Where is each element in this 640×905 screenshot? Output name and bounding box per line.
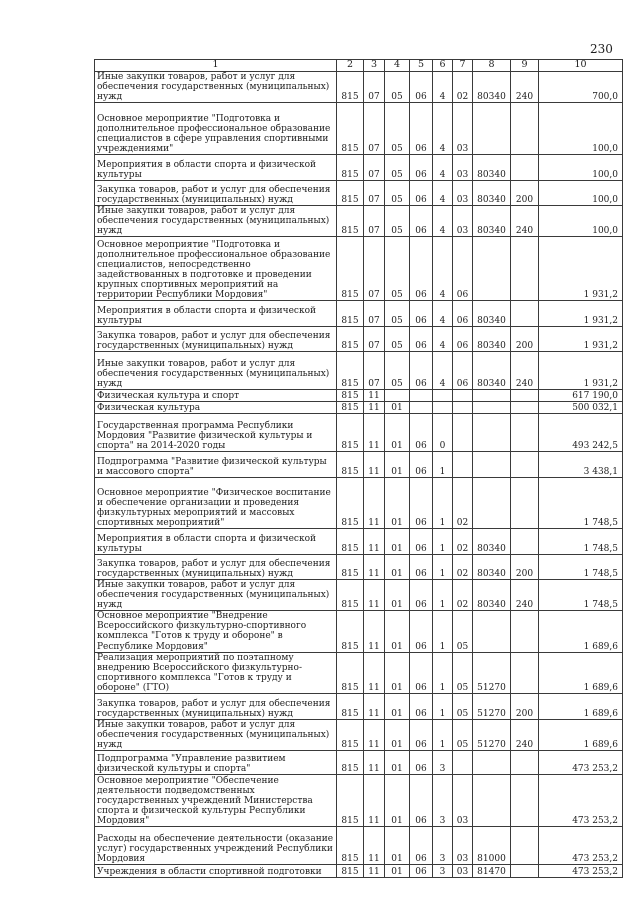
row-code-cell: 240 <box>511 719 539 750</box>
row-code-cell: 80340 <box>473 180 511 205</box>
row-code-cell: 3 <box>433 865 453 878</box>
row-code-cell: 1 <box>433 580 453 611</box>
row-code-cell: 06 <box>410 414 433 452</box>
row-code-cell: 80340 <box>473 580 511 611</box>
row-description: Основное мероприятие "Подготовка и дополнительное профессиональное образование специалистов, непосредственно задействованных в подготовке и проведении крупных спортивных мероприятий на территории Республики Мордовия" <box>95 237 337 301</box>
row-code-cell <box>511 652 539 693</box>
budget-table <box>94 59 623 878</box>
row-code-cell: 80340 <box>473 555 511 580</box>
row-code-cell: 4 <box>433 205 453 236</box>
table-row <box>95 71 623 102</box>
row-code-cell: 01 <box>385 414 410 452</box>
row-code-cell: 03 <box>453 827 473 865</box>
row-code-cell: 815 <box>337 390 364 402</box>
row-code-cell: 11 <box>364 402 385 414</box>
row-code-cell: 11 <box>364 693 385 719</box>
column-header: 10 <box>539 60 623 72</box>
row-amount: 100,0 <box>539 180 623 205</box>
row-code-cell: 11 <box>364 478 385 529</box>
row-code-cell: 81000 <box>473 827 511 865</box>
row-code-cell: 01 <box>385 865 410 878</box>
row-code-cell: 815 <box>337 154 364 180</box>
row-code-cell: 03 <box>453 865 473 878</box>
row-description: Учреждения в области спортивной подготовки <box>95 865 337 878</box>
row-code-cell: 815 <box>337 205 364 236</box>
row-code-cell: 06 <box>453 237 473 301</box>
row-code-cell: 1 <box>433 478 453 529</box>
table-row <box>95 301 623 327</box>
row-code-cell: 11 <box>364 390 385 402</box>
row-code-cell: 3 <box>433 751 453 775</box>
row-code-cell: 02 <box>453 71 473 102</box>
row-description: Мероприятия в области спорта и физической культуры <box>95 154 337 180</box>
row-amount: 473 253,2 <box>539 865 623 878</box>
row-amount: 1 931,2 <box>539 237 623 301</box>
table-row <box>95 580 623 611</box>
row-code-cell: 05 <box>453 652 473 693</box>
row-code-cell <box>473 751 511 775</box>
table-row <box>95 827 623 865</box>
row-code-cell: 240 <box>511 352 539 390</box>
column-header: 2 <box>337 60 364 72</box>
row-amount: 1 748,5 <box>539 580 623 611</box>
table-row <box>95 402 623 414</box>
row-code-cell <box>511 865 539 878</box>
row-description: Основное мероприятие "Обеспечение деятельности подведомственных государственных учреждений Министерства спорта и физической культуры Республики Мордовия" <box>95 775 337 827</box>
row-code-cell: 11 <box>364 611 385 652</box>
row-description: Иные закупки товаров, работ и услуг для обеспечения государственных (муниципальных) нужд <box>95 352 337 390</box>
row-code-cell: 815 <box>337 580 364 611</box>
row-code-cell: 06 <box>410 611 433 652</box>
row-description: Основное мероприятие "Физическое воспитание и обеспечение организации и проведения физкультурных мероприятий и массовых спортивных мероприятий" <box>95 478 337 529</box>
row-code-cell: 01 <box>385 751 410 775</box>
row-code-cell: 03 <box>453 154 473 180</box>
row-code-cell: 06 <box>410 693 433 719</box>
column-header: 5 <box>410 60 433 72</box>
row-code-cell: 3 <box>433 775 453 827</box>
row-code-cell: 51270 <box>473 693 511 719</box>
row-code-cell: 1 <box>433 652 453 693</box>
row-description: Иные закупки товаров, работ и услуг для обеспечения государственных (муниципальных) нужд <box>95 580 337 611</box>
row-code-cell: 03 <box>453 102 473 154</box>
row-description: Мероприятия в области спорта и физической культуры <box>95 301 337 327</box>
row-code-cell: 01 <box>385 611 410 652</box>
row-code-cell: 06 <box>410 719 433 750</box>
column-header: 8 <box>473 60 511 72</box>
table-row <box>95 478 623 529</box>
row-code-cell: 01 <box>385 402 410 414</box>
table-row <box>95 452 623 478</box>
table-row <box>95 751 623 775</box>
table-row <box>95 414 623 452</box>
row-code-cell: 815 <box>337 414 364 452</box>
row-code-cell: 815 <box>337 352 364 390</box>
row-code-cell: 01 <box>385 652 410 693</box>
table-row <box>95 390 623 402</box>
row-code-cell: 06 <box>453 327 473 352</box>
row-code-cell: 02 <box>453 478 473 529</box>
row-code-cell <box>410 390 433 402</box>
row-amount: 1 689,6 <box>539 652 623 693</box>
row-code-cell: 4 <box>433 301 453 327</box>
row-code-cell: 240 <box>511 580 539 611</box>
row-amount: 3 438,1 <box>539 452 623 478</box>
row-code-cell <box>511 478 539 529</box>
row-code-cell: 01 <box>385 555 410 580</box>
row-code-cell: 11 <box>364 865 385 878</box>
row-code-cell: 80340 <box>473 529 511 555</box>
row-code-cell: 815 <box>337 327 364 352</box>
row-amount: 1 689,6 <box>539 611 623 652</box>
row-description: Расходы на обеспечение деятельности (оказание услуг) государственных учреждений Республики Мордовия <box>95 827 337 865</box>
row-code-cell: 05 <box>453 719 473 750</box>
row-code-cell: 80340 <box>473 154 511 180</box>
row-code-cell: 06 <box>410 529 433 555</box>
row-amount: 617 190,0 <box>539 390 623 402</box>
table-row <box>95 555 623 580</box>
row-code-cell: 80340 <box>473 205 511 236</box>
row-code-cell: 815 <box>337 865 364 878</box>
row-code-cell: 11 <box>364 775 385 827</box>
row-amount: 1 748,5 <box>539 478 623 529</box>
row-code-cell: 200 <box>511 693 539 719</box>
table-row <box>95 180 623 205</box>
row-code-cell: 06 <box>410 205 433 236</box>
row-code-cell <box>511 301 539 327</box>
row-code-cell <box>511 414 539 452</box>
row-amount: 473 253,2 <box>539 775 623 827</box>
row-code-cell: 05 <box>385 71 410 102</box>
row-code-cell <box>511 827 539 865</box>
table-row <box>95 652 623 693</box>
row-code-cell: 11 <box>364 452 385 478</box>
row-code-cell: 06 <box>410 71 433 102</box>
row-code-cell <box>473 102 511 154</box>
row-amount: 493 242,5 <box>539 414 623 452</box>
row-code-cell <box>473 452 511 478</box>
row-code-cell <box>511 611 539 652</box>
row-amount: 1 748,5 <box>539 555 623 580</box>
row-code-cell: 01 <box>385 719 410 750</box>
row-code-cell: 200 <box>511 555 539 580</box>
row-code-cell: 01 <box>385 693 410 719</box>
row-description: Закупка товаров, работ и услуг для обеспечения государственных (муниципальных) нужд <box>95 555 337 580</box>
page-number: 230 <box>590 42 613 56</box>
row-code-cell: 200 <box>511 327 539 352</box>
row-amount: 1 689,6 <box>539 693 623 719</box>
row-code-cell: 1 <box>433 452 453 478</box>
row-description: Основное мероприятие "Внедрение Всероссийского физкультурно-спортивного комплекса "Готов к труду и обороне" в Республике Мордовия" <box>95 611 337 652</box>
row-code-cell: 06 <box>410 237 433 301</box>
row-code-cell <box>473 478 511 529</box>
row-code-cell: 06 <box>410 775 433 827</box>
row-code-cell: 815 <box>337 237 364 301</box>
row-code-cell <box>511 390 539 402</box>
column-header: 3 <box>364 60 385 72</box>
row-code-cell <box>511 237 539 301</box>
row-amount: 1 931,2 <box>539 327 623 352</box>
row-description: Реализация мероприятий по поэтапному внедрению Всероссийского физкультурно-спортивного комплекса "Готов к труду и обороне" (ГТО) <box>95 652 337 693</box>
row-code-cell: 06 <box>410 352 433 390</box>
row-code-cell: 815 <box>337 652 364 693</box>
row-code-cell: 07 <box>364 352 385 390</box>
row-code-cell: 81470 <box>473 865 511 878</box>
column-header: 7 <box>453 60 473 72</box>
row-code-cell: 06 <box>410 555 433 580</box>
row-code-cell: 80340 <box>473 327 511 352</box>
row-code-cell: 06 <box>410 827 433 865</box>
row-code-cell: 06 <box>453 301 473 327</box>
row-code-cell: 51270 <box>473 652 511 693</box>
row-description: Подпрограмма "Управление развитием физической культуры и спорта" <box>95 751 337 775</box>
row-code-cell <box>453 402 473 414</box>
row-code-cell: 4 <box>433 154 453 180</box>
row-code-cell <box>453 452 473 478</box>
row-code-cell: 815 <box>337 827 364 865</box>
row-description: Закупка товаров, работ и услуг для обеспечения государственных (муниципальных) нужд <box>95 180 337 205</box>
row-code-cell: 11 <box>364 529 385 555</box>
row-code-cell: 06 <box>410 452 433 478</box>
row-code-cell: 05 <box>385 102 410 154</box>
row-code-cell: 01 <box>385 580 410 611</box>
row-code-cell: 06 <box>410 327 433 352</box>
table-row <box>95 775 623 827</box>
row-code-cell <box>511 452 539 478</box>
row-code-cell: 815 <box>337 611 364 652</box>
row-code-cell: 1 <box>433 611 453 652</box>
row-code-cell: 03 <box>453 180 473 205</box>
row-code-cell: 07 <box>364 102 385 154</box>
row-code-cell: 01 <box>385 529 410 555</box>
row-code-cell: 815 <box>337 529 364 555</box>
row-code-cell: 01 <box>385 478 410 529</box>
row-code-cell: 05 <box>453 611 473 652</box>
row-code-cell <box>473 414 511 452</box>
row-code-cell <box>473 390 511 402</box>
row-code-cell <box>473 611 511 652</box>
row-code-cell: 07 <box>364 237 385 301</box>
row-code-cell <box>473 237 511 301</box>
row-description: Иные закупки товаров, работ и услуг для обеспечения государственных (муниципальных) нужд <box>95 719 337 750</box>
row-code-cell <box>473 775 511 827</box>
row-code-cell: 07 <box>364 154 385 180</box>
row-amount: 100,0 <box>539 102 623 154</box>
row-code-cell <box>511 402 539 414</box>
row-code-cell: 0 <box>433 414 453 452</box>
row-code-cell: 06 <box>410 180 433 205</box>
row-code-cell: 06 <box>410 580 433 611</box>
table-header-row <box>95 60 623 72</box>
row-code-cell <box>511 751 539 775</box>
row-code-cell <box>511 102 539 154</box>
row-code-cell: 1 <box>433 555 453 580</box>
table-row <box>95 102 623 154</box>
row-code-cell: 11 <box>364 751 385 775</box>
row-amount: 500 032,1 <box>539 402 623 414</box>
row-code-cell: 51270 <box>473 719 511 750</box>
row-code-cell: 815 <box>337 180 364 205</box>
row-code-cell: 01 <box>385 827 410 865</box>
row-code-cell: 06 <box>410 652 433 693</box>
row-code-cell: 80340 <box>473 301 511 327</box>
row-amount: 473 253,2 <box>539 751 623 775</box>
row-code-cell: 02 <box>453 580 473 611</box>
table-row <box>95 719 623 750</box>
row-description: Иные закупки товаров, работ и услуг для обеспечения государственных (муниципальных) нужд <box>95 71 337 102</box>
row-code-cell: 815 <box>337 775 364 827</box>
row-amount: 1 931,2 <box>539 301 623 327</box>
row-code-cell: 11 <box>364 719 385 750</box>
table-row <box>95 865 623 878</box>
row-code-cell: 815 <box>337 693 364 719</box>
row-code-cell: 02 <box>453 529 473 555</box>
row-code-cell: 06 <box>410 865 433 878</box>
row-code-cell: 815 <box>337 71 364 102</box>
row-code-cell <box>453 751 473 775</box>
row-code-cell: 05 <box>385 180 410 205</box>
row-code-cell: 07 <box>364 205 385 236</box>
table-row <box>95 154 623 180</box>
row-amount: 100,0 <box>539 205 623 236</box>
row-code-cell: 815 <box>337 402 364 414</box>
table-row <box>95 237 623 301</box>
table-row <box>95 529 623 555</box>
row-amount: 473 253,2 <box>539 827 623 865</box>
row-code-cell: 4 <box>433 102 453 154</box>
row-code-cell: 06 <box>410 301 433 327</box>
row-description: Закупка товаров, работ и услуг для обеспечения государственных (муниципальных) нужд <box>95 693 337 719</box>
row-code-cell: 05 <box>385 205 410 236</box>
row-code-cell: 815 <box>337 102 364 154</box>
row-code-cell: 1 <box>433 719 453 750</box>
column-header: 9 <box>511 60 539 72</box>
row-code-cell: 11 <box>364 652 385 693</box>
row-code-cell: 06 <box>453 352 473 390</box>
row-code-cell: 4 <box>433 237 453 301</box>
row-code-cell: 1 <box>433 529 453 555</box>
row-code-cell: 4 <box>433 352 453 390</box>
row-code-cell: 11 <box>364 555 385 580</box>
row-amount: 700,0 <box>539 71 623 102</box>
row-description: Физическая культура <box>95 402 337 414</box>
row-code-cell: 240 <box>511 205 539 236</box>
row-code-cell: 80340 <box>473 352 511 390</box>
row-code-cell <box>433 402 453 414</box>
row-code-cell: 11 <box>364 580 385 611</box>
row-code-cell: 1 <box>433 693 453 719</box>
table-row <box>95 327 623 352</box>
row-description: Физическая культура и спорт <box>95 390 337 402</box>
row-code-cell: 07 <box>364 301 385 327</box>
row-code-cell: 05 <box>385 352 410 390</box>
row-code-cell: 05 <box>453 693 473 719</box>
row-description: Государственная программа Республики Мордовия "Развитие физической культуры и спорта" на 2014-2020 годы <box>95 414 337 452</box>
row-code-cell: 03 <box>453 205 473 236</box>
row-description: Основное мероприятие "Подготовка и дополнительное профессиональное образование специалистов в сфере управления спортивными учреждениями" <box>95 102 337 154</box>
table-row <box>95 693 623 719</box>
row-code-cell: 4 <box>433 71 453 102</box>
table-row <box>95 352 623 390</box>
row-code-cell: 240 <box>511 71 539 102</box>
row-code-cell: 815 <box>337 452 364 478</box>
column-header: 4 <box>385 60 410 72</box>
row-code-cell <box>511 775 539 827</box>
row-code-cell: 01 <box>385 775 410 827</box>
row-code-cell: 815 <box>337 478 364 529</box>
row-code-cell: 05 <box>385 237 410 301</box>
row-code-cell: 200 <box>511 180 539 205</box>
row-code-cell: 06 <box>410 102 433 154</box>
table-row <box>95 205 623 236</box>
row-code-cell <box>453 390 473 402</box>
row-code-cell: 07 <box>364 180 385 205</box>
row-code-cell <box>453 414 473 452</box>
row-code-cell: 11 <box>364 827 385 865</box>
row-code-cell: 05 <box>385 327 410 352</box>
row-code-cell: 05 <box>385 301 410 327</box>
row-amount: 1 748,5 <box>539 529 623 555</box>
row-code-cell: 01 <box>385 452 410 478</box>
row-code-cell: 02 <box>453 555 473 580</box>
row-code-cell <box>385 390 410 402</box>
row-amount: 1 931,2 <box>539 352 623 390</box>
row-description: Мероприятия в области спорта и физической культуры <box>95 529 337 555</box>
row-amount: 100,0 <box>539 154 623 180</box>
row-code-cell: 07 <box>364 71 385 102</box>
row-code-cell <box>410 402 433 414</box>
row-description: Иные закупки товаров, работ и услуг для обеспечения государственных (муниципальных) нужд <box>95 205 337 236</box>
row-code-cell <box>433 390 453 402</box>
row-code-cell <box>511 154 539 180</box>
row-code-cell: 80340 <box>473 71 511 102</box>
row-description: Закупка товаров, работ и услуг для обеспечения государственных (муниципальных) нужд <box>95 327 337 352</box>
row-code-cell: 815 <box>337 301 364 327</box>
row-code-cell <box>473 402 511 414</box>
row-code-cell: 07 <box>364 327 385 352</box>
row-amount: 1 689,6 <box>539 719 623 750</box>
row-code-cell: 11 <box>364 414 385 452</box>
row-code-cell <box>511 529 539 555</box>
column-header: 6 <box>433 60 453 72</box>
row-code-cell: 06 <box>410 751 433 775</box>
row-code-cell: 06 <box>410 154 433 180</box>
column-header: 1 <box>95 60 337 72</box>
row-code-cell: 815 <box>337 555 364 580</box>
table-row <box>95 611 623 652</box>
row-code-cell: 815 <box>337 719 364 750</box>
row-code-cell: 4 <box>433 180 453 205</box>
row-description: Подпрограмма "Развитие физической культуры и массового спорта" <box>95 452 337 478</box>
row-code-cell: 05 <box>385 154 410 180</box>
row-code-cell: 815 <box>337 751 364 775</box>
row-code-cell: 03 <box>453 775 473 827</box>
row-code-cell: 3 <box>433 827 453 865</box>
row-code-cell: 06 <box>410 478 433 529</box>
row-code-cell: 4 <box>433 327 453 352</box>
